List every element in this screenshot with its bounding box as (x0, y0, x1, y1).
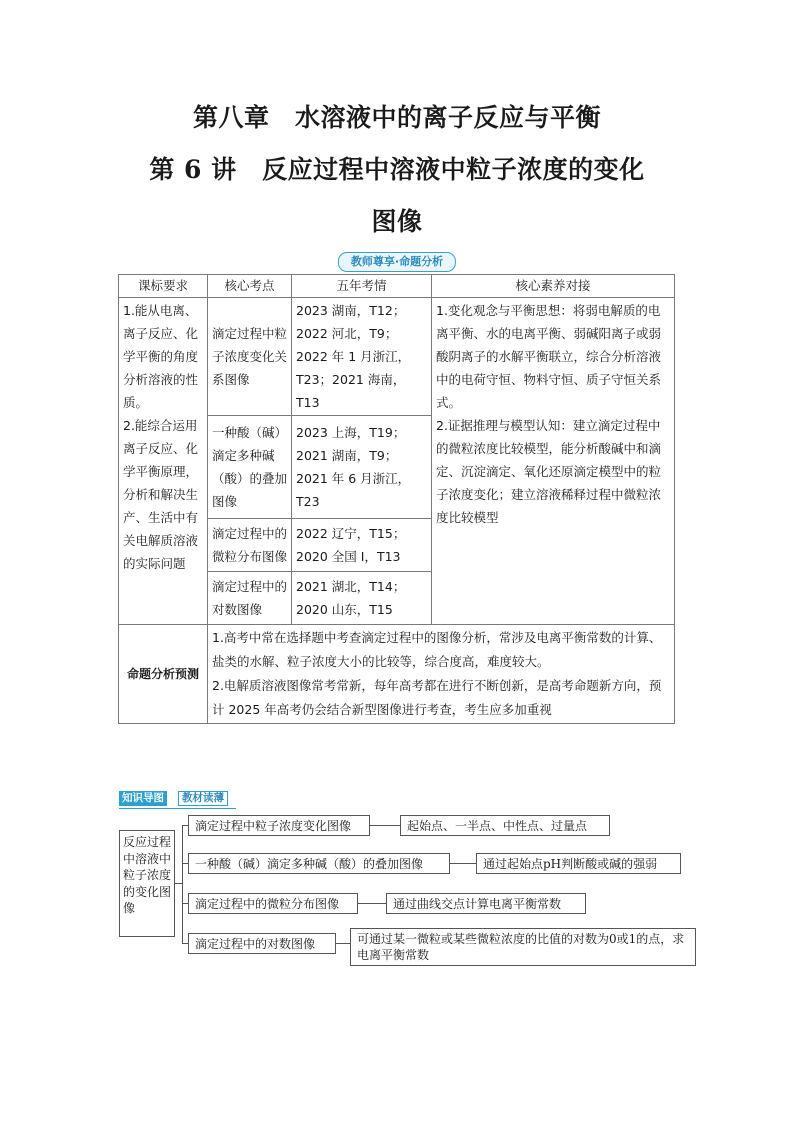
branch-detail: 通过起始点pH判断酸或碱的强弱 (476, 853, 681, 874)
branch-detail: 可通过某一微粒或某些微粒浓度的比值的对数为0或1的点，求电离平衡常数 (350, 928, 696, 966)
exam-cell: 2023 上海，T19；2021 湖南，T9；2021 年 6 月浙江，T23 (292, 416, 432, 519)
topic-cell: 滴定过程中的微粒分布图像 (208, 519, 292, 572)
prediction-label: 命题分析预测 (119, 625, 208, 724)
requirement-item: 2.能综合运用离子反应、化学平衡原理，分析和解决生产、生活中有关电解质溶液的实际问题 (123, 418, 199, 571)
prediction-item: 1.高考中常在选择题中考查滴定过程中的图像分析，常涉及电离平衡常数的计算、盐类的水解、粒子浓度大小的比较等，综合度高，难度较大。 (212, 630, 662, 669)
knowledge-map-tag: 知识导图 (119, 791, 167, 806)
teacher-badge: 教师尊享·命题分析 (338, 252, 456, 272)
table-header-row (119, 275, 675, 298)
requirements-cell (119, 298, 208, 625)
literacy-cell (432, 298, 675, 625)
textbook-tag: 教材读薄 (178, 791, 228, 806)
branch-label: 滴定过程中的对数图像 (188, 933, 336, 954)
lecture-title-line2: 图像 (371, 207, 423, 236)
exam-cell: 2021 湖北，T14；2020 山东，T15 (292, 572, 432, 625)
header-cell: 核心考点 (208, 275, 292, 298)
chapter-title: 第八章 水溶液中的离子反应与平衡 (192, 103, 601, 132)
topic-cell: 一种酸（碱）滴定多种碱（酸）的叠加图像 (208, 416, 292, 519)
analysis-table (118, 274, 675, 724)
prediction-item: 2.电解质溶液图像常考常新，每年高考都在进行不断创新，是高考命题新方向，预计 2025 年高考仍会结合新型图像进行考查，考生应多加重视 (212, 678, 662, 717)
connector (358, 903, 386, 904)
topic-cell: 滴定过程中的对数图像 (208, 572, 292, 625)
header-cell: 五年考情 (292, 275, 432, 298)
requirement-item: 1.能从电离、离子反应、化学平衡的角度分析溶液的性质。 (123, 303, 199, 410)
literacy-item: 1.变化观念与平衡思想：将弱电解质的电离平衡、水的电离平衡、弱碱阳离子或弱酸阴离子的水解平衡联立，综合分析溶液中的电荷守恒、物料守恒、质子守恒关系式。 (436, 303, 662, 410)
exam-cell: 2022 辽宁，T15；2020 全国 Ⅰ，T13 (292, 519, 432, 572)
branch-detail: 起始点、一半点、中性点、过量点 (400, 815, 610, 836)
mindmap-root: 反应过程中溶液中粒子浓度的变化图像 (119, 830, 175, 937)
topic-cell: 滴定过程中粒子浓度变化关系图像 (208, 298, 292, 416)
prediction-cell (208, 625, 675, 724)
branch-label: 一种酸（碱）滴定多种碱（酸）的叠加图像 (188, 853, 450, 874)
connector (370, 825, 400, 826)
lecture-title: 第 6 讲 反应过程中溶液中粒子浓度的变化 (149, 155, 645, 184)
literacy-item: 2.证据推理与模型认知：建立滴定过程中的微粒浓度比较模型，能分析酸碱中和滴定、沉淀滴定、氧化还原滴定模型中的粒子浓度变化；建立溶液稀释过程中微粒浓度比较模型 (436, 418, 662, 525)
header-cell: 核心素养对接 (432, 275, 675, 298)
exam-cell: 2023 湖南，T12；2022 河北，T9；2022 年 1 月浙江，T23；2021 海南，T13 (292, 298, 432, 416)
connector (336, 943, 350, 944)
connector (182, 825, 183, 943)
table-row (119, 298, 675, 416)
connector (175, 883, 182, 884)
header-cell: 课标要求 (119, 275, 208, 298)
table-row (119, 625, 675, 724)
branch-label: 滴定过程中粒子浓度变化图像 (188, 815, 370, 836)
connector (450, 863, 476, 864)
branch-detail: 通过曲线交点计算电离平衡常数 (386, 893, 586, 914)
branch-label: 滴定过程中的微粒分布图像 (188, 893, 358, 914)
tag-underline (119, 808, 236, 809)
